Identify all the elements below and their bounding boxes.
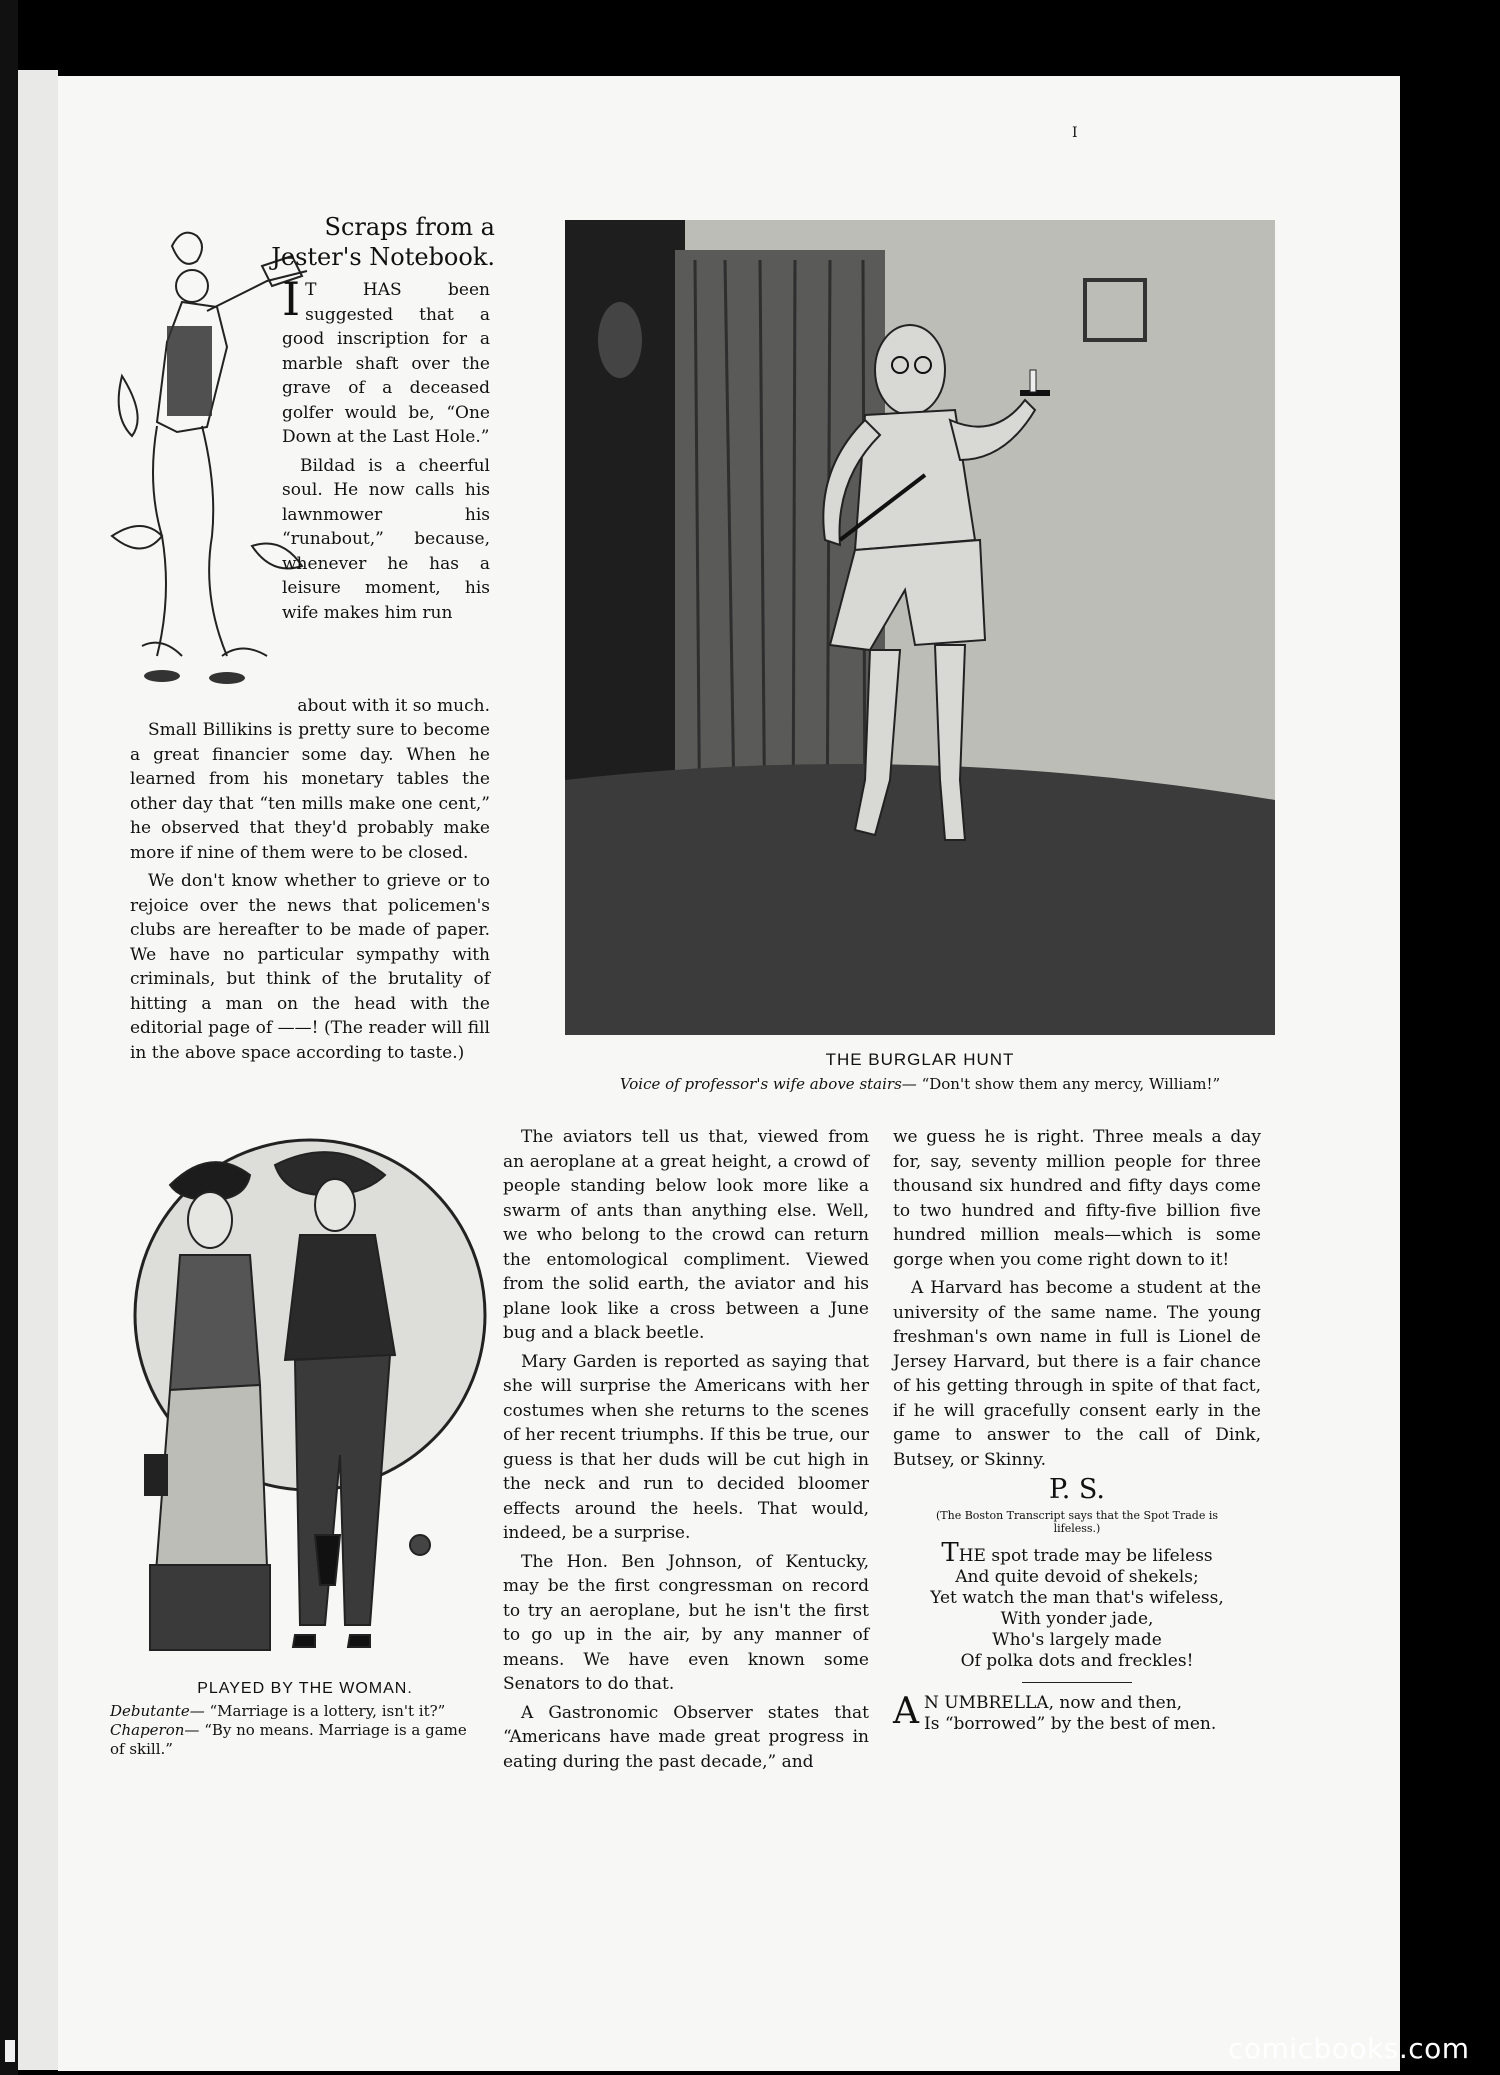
paragraph-billikins: Small Billikins is pretty sure to become a great financier some day. When he learned from his monetary tables the other day that “ten mills make one cent,” he observed that they'd probably make more if nine of them were to be closed. — [130, 720, 490, 863]
verse-line: Is “borrowed” by the best of men. — [924, 1713, 1217, 1734]
facing-page-edge — [18, 70, 58, 2070]
paragraph-ben-johnson: The Hon. Ben Johnson, of Kentucky, may be the first congressman on record to try an aeroplane, but he isn't the first to go up in the air, by any manner of means. We have even known some Senators to do that. — [503, 1551, 869, 1694]
burglar-hunt-illustration — [565, 220, 1275, 1035]
caption-speaker: Chaperon— — [110, 1721, 200, 1739]
paragraph-harvard: A Harvard has become a student at the university of the same name. The young freshman's own name in full is Lionel de Jersey Harvard, but there is a fair chance of his getting through in spite of that fact, if he will gracefully consent early in the game to answer to the call of Dink, Butsey, or Skinny. — [893, 1278, 1261, 1470]
paragraph-text: T HAS been suggested that a good inscription for a marble shaft over the grave of a deceased golfer would be, “One Down at the Last Hole.” — [282, 280, 490, 447]
caption-speaker: Debutante— — [110, 1702, 205, 1720]
paragraph-golfer — [282, 272, 490, 450]
watermark: comicbooks.com — [1228, 2032, 1470, 2065]
poem-title: P. S. — [1049, 1474, 1105, 1505]
illustration-caption — [565, 1075, 1275, 1093]
poem-line: Of polka dots and freckles! — [960, 1650, 1194, 1671]
caption-text: “By no means. Marriage is a game of skill.” — [110, 1721, 467, 1758]
text-column-3 — [893, 1125, 1261, 1735]
poem-line: THE spot trade may be lifeless — [941, 1537, 1213, 1568]
poem-line: Yet watch the man that's wifeless, — [930, 1587, 1224, 1608]
paragraph-policemen: We don't know whether to grieve or to rejoice over the news that policemen's clubs are hereafter to be made of paper. We have no particular sympathy with criminals, but think of the brutality of hitting a man on the head with the editorial page of ——! (The reader will fill in the above space according to taste.) — [130, 871, 490, 1063]
paragraph-aviators: The aviators tell us that, viewed from an aeroplane at a great height, a crowd of people standing below look more like a swarm of ants than anything else. Well, we who belong to the crowd can return the entomological compliment. Viewed from the solid earth, the aviator and his plane look like a cross between a June bug and a black beetle. — [503, 1127, 869, 1343]
caption-text: “Marriage is a lottery, isn't it?” — [209, 1702, 446, 1720]
poem — [893, 1537, 1261, 1672]
dropcap: I — [282, 272, 301, 326]
played-by-the-woman-illustration — [110, 1125, 500, 1675]
jester-lower-column — [130, 718, 490, 1069]
divider — [1022, 1682, 1132, 1683]
dropcap: A — [893, 1690, 919, 1732]
illustration-caption — [110, 1702, 485, 1759]
jester-intro-column — [282, 272, 490, 629]
poem-line: And quite devoid of shekels; — [955, 1566, 1199, 1587]
caption-line — [110, 1702, 485, 1721]
caption-speaker: Voice of professor's wife above stairs— — [619, 1075, 917, 1093]
paragraph-bildad: Bildad is a cheerful soul. He now calls his lawnmower his “runabout,” because, whenever he has a leisure moment, his wife makes him run — [282, 455, 490, 623]
scan-mark — [5, 2040, 15, 2062]
article-title: Scraps from a Jester's Notebook. — [271, 213, 495, 271]
book-spine — [0, 0, 18, 2075]
poem-note: (The Boston Transcript says that the Spot Trade is lifeless.) — [935, 1508, 1218, 1535]
paragraph-meals: we guess he is right. Three meals a day for, say, seventy million people for three thousand six hundred and fifty days come to two hundred and fifty-five billion five hundred million meals—which is some gorge when you come right down to it! — [893, 1127, 1261, 1270]
caption-quote: “Don't show them any mercy, William!” — [921, 1075, 1221, 1093]
umbrella-verse — [893, 1690, 1261, 1735]
poem-line: With yonder jade, — [1000, 1608, 1154, 1629]
illustration-title: PLAYED BY THE WOMAN. — [197, 1680, 413, 1697]
page-mark: I — [1072, 125, 1078, 141]
verse-line: N UMBRELLA, now and then, — [924, 1692, 1183, 1713]
paragraph-gastronomic: A Gastronomic Observer states that “Americans have made great progress in eating during the past decade,” and — [503, 1702, 869, 1772]
caption-line — [110, 1721, 485, 1759]
paragraph-mary-garden: Mary Garden is reported as saying that she will surprise the Americans with her costumes when she returns to the scenes of her recent triumphs. If this be true, our guess is that her duds will be cut high in the neck and run to decided bloomer effects around the heels. That would, indeed, be a surprise. — [503, 1351, 869, 1543]
text-column-2 — [503, 1125, 869, 1778]
illustration-title: THE BURGLAR HUNT — [825, 1050, 1015, 1069]
poem-line: Who's largely made — [992, 1629, 1162, 1650]
paragraph-bildad-tail: about with it so much. — [297, 696, 490, 716]
dropcap: T — [941, 1537, 959, 1568]
